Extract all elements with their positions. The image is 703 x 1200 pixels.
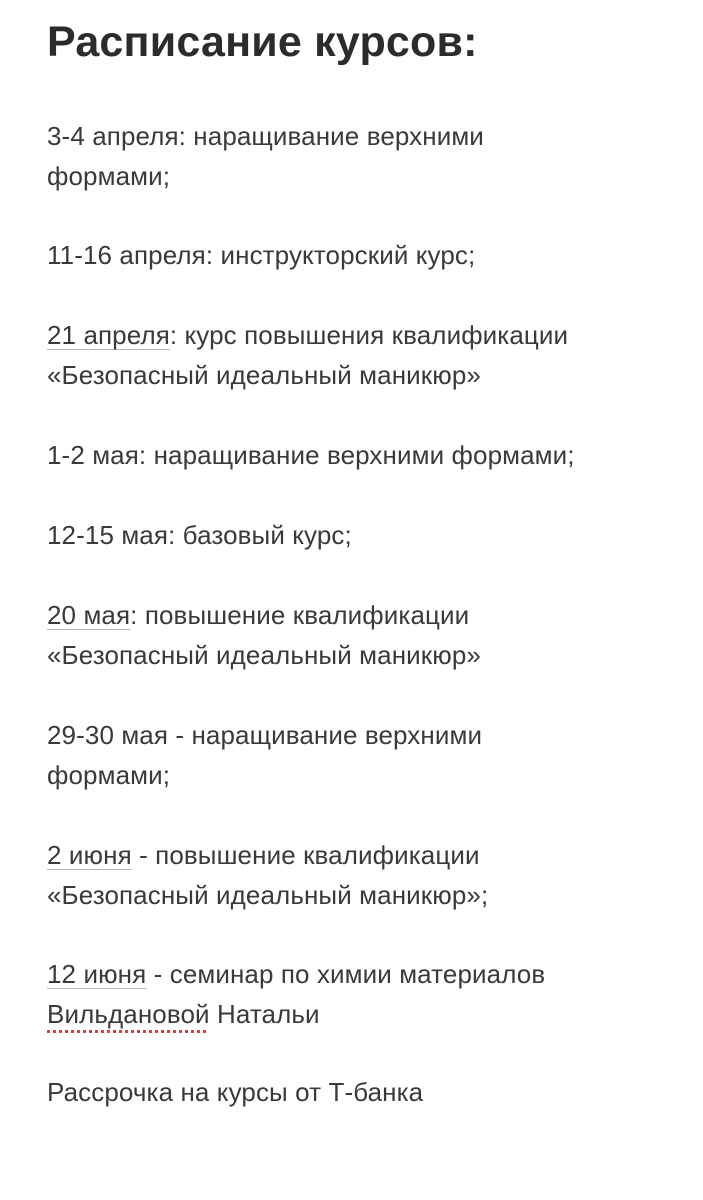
schedule-item-text: 11-16 апреля: инструкторский курс;: [47, 240, 476, 270]
date-link[interactable]: 12 июня: [47, 959, 147, 989]
schedule-item-text: 12-15 мая: базовый курс;: [47, 520, 352, 550]
schedule-item: [47, 954, 667, 1034]
installment-note: [47, 1072, 667, 1112]
schedule-item: [47, 116, 667, 196]
schedule-item: [47, 515, 667, 555]
schedule-item-text-cont: Натальи: [209, 999, 320, 1029]
schedule-item-line: [47, 835, 667, 875]
schedule-item: [47, 595, 667, 675]
spellcheck-word[interactable]: Вильдановой: [47, 999, 210, 1029]
schedule-item-text-cont: формами;: [47, 760, 171, 790]
date-link[interactable]: 21 апреля: [47, 320, 170, 350]
installment-text: Рассрочка на курсы от Т-банка: [47, 1077, 424, 1107]
schedule-item-text: 3-4 апреля: наращивание верхними: [47, 121, 484, 151]
schedule-item-line: [47, 954, 667, 994]
date-link[interactable]: 20 мая: [47, 600, 131, 630]
schedule-item-line-cont: [47, 994, 667, 1034]
date-link[interactable]: 2 июня: [47, 840, 132, 870]
schedule-item: [47, 435, 667, 475]
schedule-item: [47, 315, 667, 395]
schedule-item-line: [47, 595, 667, 635]
schedule-item: [47, 715, 667, 795]
schedule-item-line: [47, 315, 667, 355]
schedule-item: [47, 235, 667, 275]
schedule-item-text: : повышение квалификации: [130, 600, 470, 630]
schedule-item-text-cont: формами;: [47, 161, 171, 191]
schedule-item-text: 29-30 мая - наращивание верхними: [47, 720, 483, 750]
schedule-item-text-cont: «Безопасный идеальный маникюр»: [47, 360, 481, 390]
schedule-item-text: - повышение квалификации: [131, 840, 480, 870]
schedule-item-text: 1-2 мая: наращивание верхними формами;: [47, 440, 575, 470]
schedule-item-text: - семинар по химии материалов: [146, 959, 546, 989]
schedule-item-text: : курс повышения квалификации: [169, 320, 569, 350]
schedule-item: [47, 835, 667, 915]
schedule-item-text-cont: «Безопасный идеальный маникюр»: [47, 640, 481, 670]
page-title: Расписание курсов:: [47, 18, 478, 66]
schedule-item-text-cont: «Безопасный идеальный маникюр»;: [47, 880, 489, 910]
